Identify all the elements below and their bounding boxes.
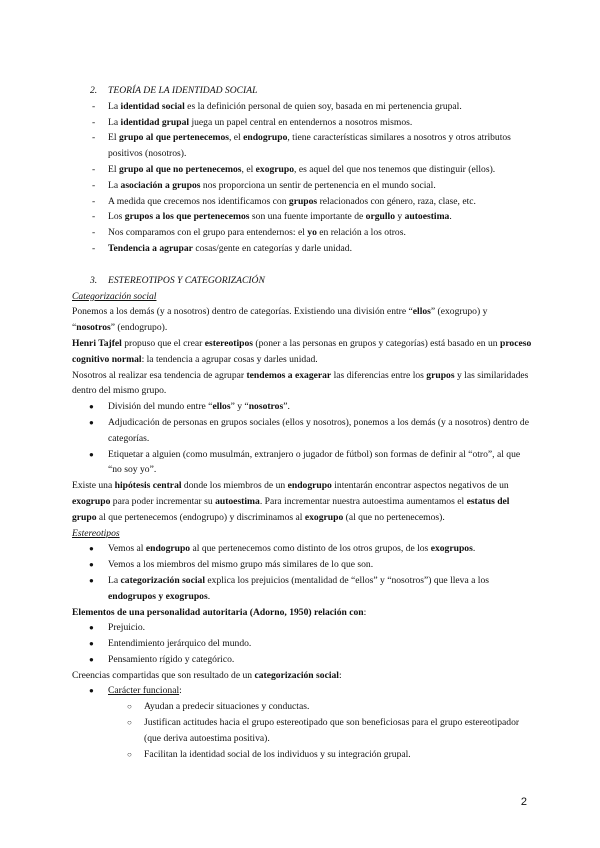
list-item: ● División del mundo entre “ellos” y “nosotros”.	[72, 399, 532, 415]
page-number: 2	[520, 796, 527, 808]
paragraph: Nosotros al realizar esa tendencia de agrupar tendemos a exagerar las diferencias entre los grupos y las similaridades dentro del mismo grupo.	[72, 369, 529, 397]
section-number: 3.	[90, 274, 98, 286]
section-number: 2.	[90, 85, 98, 96]
paragraph: Creencias compartidas que son resultado de un categorización social:	[72, 669, 342, 681]
list-item: ○ Facilitan la identidad social de los individuos y su integración grupal.	[72, 747, 532, 763]
list-item: ● Vemos a los miembros del mismo grupo más similares de lo que son.	[72, 557, 532, 573]
list-item: ● Vemos al endogrupo al que pertenecemos como distinto de los otros grupos, de los exogrupos.	[72, 541, 532, 557]
list-item: ● Pensamiento rígido y categórico.	[72, 652, 532, 668]
list-item: - La identidad grupal juega un papel central en entendernos a nosotros mismos.	[72, 115, 532, 131]
paragraph: Henri Tajfel propuso que el crear estereotipos (poner a las personas en grupos y categorías) está basado en un proceso cognitivo normal: la tendencia a agrupar cosas y darles unidad.	[72, 337, 532, 365]
list-item: - La identidad social es la definición personal de quien soy, basada en mi pertenencia grupal.	[72, 99, 532, 115]
list-item: ● Prejuicio.	[72, 620, 532, 636]
section-2-heading	[72, 83, 532, 99]
bullet-list	[72, 399, 532, 478]
list-item: - El grupo al que pertenecemos, el endogrupo, tiene características similares a nosotros y otros atributos positivos (nosotros).	[72, 130, 532, 162]
paragraph: Elementos de una personalidad autoritaria (Adorno, 1950) relación con:	[72, 606, 367, 618]
list-item: - El grupo al que no pertenecemos, el exogrupo, es aquel del que nos tenemos que distinguir (ellos).	[72, 162, 532, 178]
subheading-categorizacion: Categorización social	[72, 290, 157, 302]
list-item: - A medida que crecemos nos identificamos con grupos relacionados con género, raza, clase, etc.	[72, 194, 532, 210]
list-item: ● Entendimiento jerárquico del mundo.	[72, 636, 532, 652]
list-item: - La asociación a grupos nos proporciona un sentir de pertenencia en el mundo social.	[72, 178, 532, 194]
list-item: - Tendencia a agrupar cosas/gente en categorías y darle unidad.	[72, 241, 532, 257]
section-2-list	[72, 99, 532, 257]
list-item: - Los grupos a los que pertenecemos son una fuente importante de orgullo y autoestima.	[72, 209, 532, 225]
bullet-list	[72, 620, 532, 667]
section-title: ESTEREOTIPOS Y CATEGORIZACIÓN	[108, 274, 265, 286]
list-item: ● Adjudicación de personas en grupos sociales (ellos y nosotros), ponemos a los demás (y a nosotros) dentro de categorías.	[72, 415, 532, 447]
bullet-list	[72, 683, 532, 699]
bullet-list	[72, 541, 532, 604]
list-item: ● Etiquetar a alguien (como musulmán, extranjero o jugador de fútbol) son formas de definir al “otro”, al que “no soy yo”.	[72, 447, 532, 479]
paragraph: Ponemos a los demás (y a nosotros) dentro de categorías. Existiendo una división entre “ellos” (exogrupo) y “nosotros” (endogrupo).	[72, 306, 488, 334]
subheading-estereotipos: Estereotipos	[72, 527, 120, 539]
paragraph: Existe una hipótesis central donde los miembros de un endogrupo intentarán encontrar aspectos negativos de un exogrupo para poder incrementar su autoestima. Para incrementar nuestra autoestima aumentamos el estatus del grupo al que pertenecemos (endogrupo) y discriminamos al exogrupo (al que no pertenecemos).	[72, 480, 510, 523]
list-item: - Nos comparamos con el grupo para entendernos: el yo en relación a los otros.	[72, 225, 532, 241]
section-title: TEORÍA DE LA IDENTIDAD SOCIAL	[108, 85, 258, 96]
sub-bullet-list	[72, 699, 532, 762]
list-item: ● Carácter funcional:	[72, 683, 532, 699]
list-item: ○ Justifican actitudes hacia el grupo estereotipado que son beneficiosas para el grupo estereotipador (que deriva autoestima positiva).	[72, 715, 532, 747]
list-item: ● La categorización social explica los prejuicios (mentalidad de “ellos” y “nosotros”) que lleva a los endogrupos y exogrupos.	[72, 573, 532, 605]
section-3-heading	[72, 273, 532, 289]
document-page	[72, 83, 532, 762]
list-item: ○ Ayudan a predecir situaciones y conductas.	[72, 699, 532, 715]
